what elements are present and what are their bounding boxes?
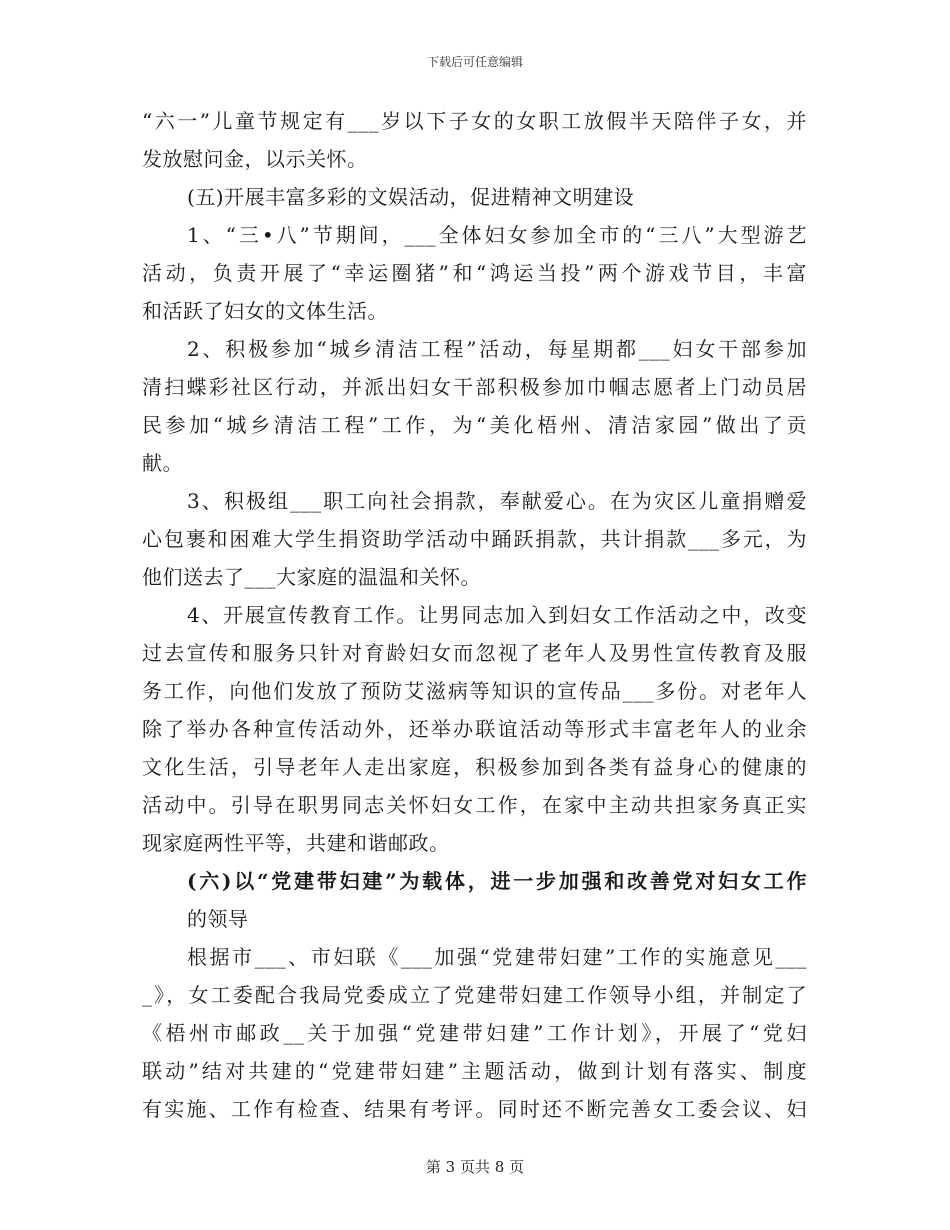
text-line: 现家庭两性平等，共建和谐邮政。 [142, 831, 450, 855]
page-footer: 第 3 页共 8 页 [425, 1158, 525, 1176]
text-line: 清扫蝶彩社区行动，并派出妇女干部积极参加巾帼志愿者上门动员居 [142, 375, 807, 399]
text-line: 活动中。引导在职男同志关怀妇女工作，在家中主动共担家务真正实 [142, 793, 807, 817]
text-line: 《梧州市邮政__关于加强“党建带妇建”工作计划》，开展了“党妇 [142, 1021, 807, 1045]
text-line: 过去宣传和服务只针对育龄妇女而忽视了老年人及男性宣传教育及服 [142, 641, 807, 665]
section-heading: (六)以“党建带妇建”为载体，进一步加强和改善党对妇女工作 [187, 869, 807, 893]
document-body [142, 102, 807, 1128]
text-line: 有实施、工作有检查、结果有考评。同时还不断完善女工委会议、妇 [142, 1097, 807, 1121]
text-line: 2、积极参加“城乡清洁工程”活动，每星期都___妇女干部参加 [187, 337, 807, 361]
page-header: 下载后可任意编辑 [426, 55, 523, 69]
text-line: 文化生活，引导老年人走出家庭，积极参加到各类有益身心的健康的 [142, 755, 807, 779]
text-line: 根据市___、市妇联《___加强“党建带妇建”工作的实施意见___ [187, 945, 807, 969]
text-line: 3、积极组___职工向社会捐款，奉献爱心。在为灾区儿童捐赠爱 [187, 489, 807, 513]
text-line: 心包裹和困难大学生捐资助学活动中踊跃捐款，共计捐款___多元，为 [142, 527, 807, 551]
section-heading: (五)开展丰富多彩的文娱活动，促进精神文明建设 [187, 185, 635, 209]
text-line: 4、开展宣传教育工作。让男同志加入到妇女工作活动之中，改变 [187, 603, 807, 627]
text-line: 和活跃了妇女的文体生活。 [142, 299, 388, 323]
section-heading-continued: 的领导 [187, 907, 249, 931]
text-line: 除了举办各种宣传活动外，还举办联谊活动等形式丰富老年人的业余 [142, 717, 807, 741]
text-line: 发放慰问金，以示关怀。 [142, 147, 368, 171]
text-line: 联动”结对共建的“党建带妇建”主题活动，做到计划有落实、制度 [142, 1059, 807, 1083]
text-line: 民参加“城乡清洁工程”工作，为“美化梧州、清洁家园”做出了贡 [142, 413, 807, 437]
text-line: 他们送去了___大家庭的温温和关怀。 [142, 565, 481, 589]
text-line: _》，女工委配合我局党委成立了党建带妇建工作领导小组，并制定了 [142, 983, 807, 1007]
text-line: 1、“三•八”节期间，___全体妇女参加全市的“三八”大型游艺 [187, 223, 807, 247]
text-line: 务工作，向他们发放了预防艾滋病等知识的宣传品___多份。对老年人 [142, 679, 807, 703]
text-line: 活动，负责开展了“幸运圈猪”和“鸿运当投”两个游戏节目，丰富 [142, 261, 807, 285]
text-line: 献。 [142, 451, 183, 475]
text-line: “六一”儿童节规定有___岁以下子女的女职工放假半天陪伴子女，并 [142, 109, 807, 133]
